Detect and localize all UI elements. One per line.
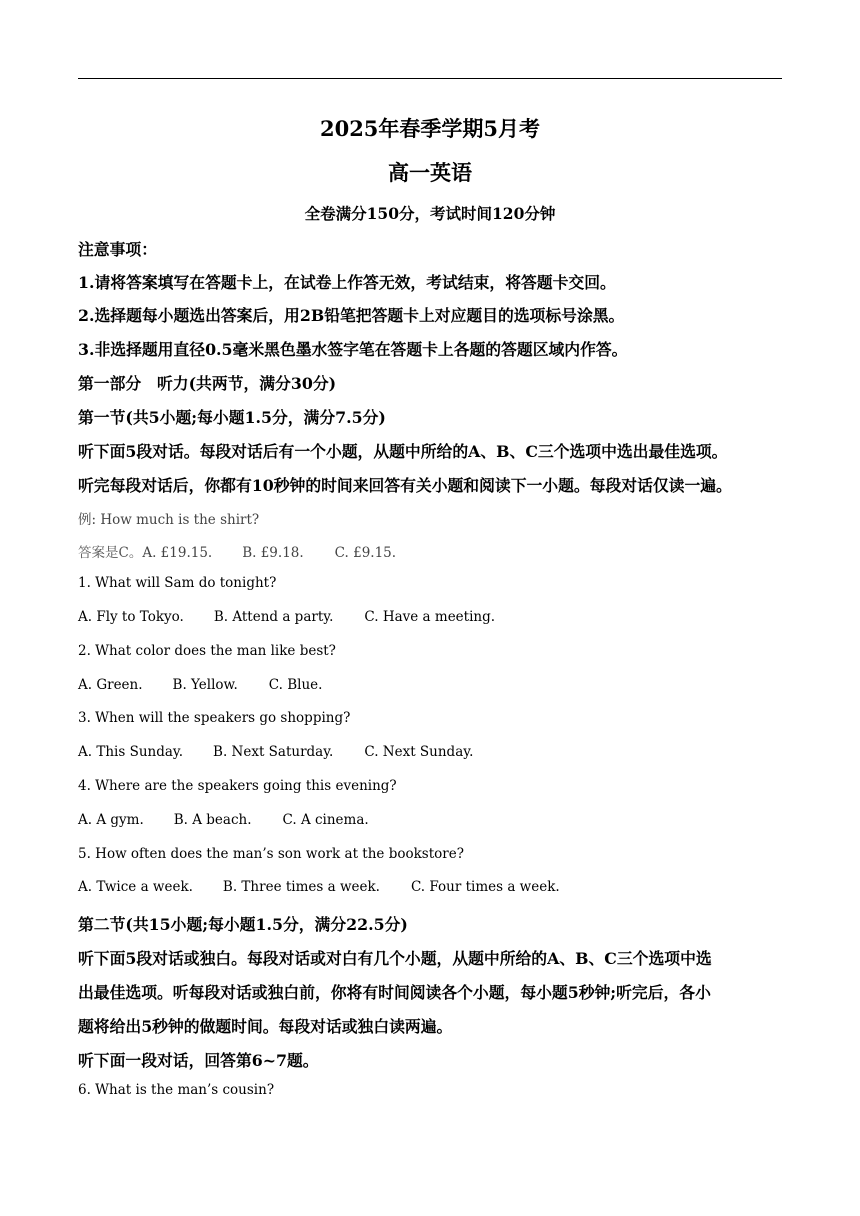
question-5-option-b: B. Three times a week. bbox=[222, 879, 380, 895]
section2-instruction-1: 听下面5段对话或独白。每段对话或对白有几个小题，从题中所给的A、B、C三个选项中选 bbox=[78, 949, 712, 968]
question-4-options bbox=[78, 812, 369, 828]
section2-instruction-2: 出最佳选项。听每段对话或独白前，你将有时间阅读各个小题，每小题5秒钟;听完后，各小 bbox=[78, 983, 711, 1002]
section1-instruction-2: 听完每段对话后，你都有10秒钟的时间来回答有关小题和阅读下一小题。每段对话仅读一遍。 bbox=[78, 476, 732, 495]
question-3-options bbox=[78, 744, 473, 760]
question-5-options bbox=[78, 879, 560, 895]
part1-heading: 第一部分 听力(共两节，满分30分) bbox=[78, 374, 337, 393]
question-3: 3. When will the speakers go shopping? bbox=[78, 710, 351, 726]
notice-heading: 注意事项： bbox=[78, 240, 157, 259]
section2-instruction-3: 题将给出5秒钟的做题时间。每段对话或独白读两遍。 bbox=[78, 1017, 453, 1036]
question-5-option-c: C. Four times a week. bbox=[410, 879, 560, 895]
example-answer-prefix: 答案是C。 bbox=[78, 545, 143, 561]
question-4-option-a: A. A gym. bbox=[78, 812, 144, 828]
question-3-option-b: B. Next Saturday. bbox=[213, 744, 334, 760]
section1-heading: 第一节(共5小题;每小题1.5分，满分7.5分) bbox=[78, 408, 386, 427]
question-4-option-b: B. A beach. bbox=[173, 812, 252, 828]
example-answer bbox=[78, 541, 396, 561]
exam-meta: 全卷满分150分，考试时间120分钟 bbox=[304, 204, 556, 223]
question-3-option-c: C. Next Sunday. bbox=[364, 744, 474, 760]
example-option-b: B. £9.18. bbox=[242, 545, 304, 561]
question-2-option-c: C. Blue. bbox=[268, 677, 323, 693]
question-4-option-c: C. A cinema. bbox=[282, 812, 369, 828]
question-2: 2. What color does the man like best? bbox=[78, 643, 336, 659]
question-5: 5. How often does the man’s son work at the bookstore? bbox=[78, 846, 464, 862]
example-option-a: A. £19.15. bbox=[142, 545, 213, 561]
header-rule bbox=[78, 78, 782, 79]
question-1-option-c: C. Have a meeting. bbox=[364, 609, 496, 625]
question-1-option-a: A. Fly to Tokyo. bbox=[78, 609, 184, 625]
question-4: 4. Where are the speakers going this evening? bbox=[78, 778, 397, 794]
section2-prompt: 听下面一段对话，回答第6~7题。 bbox=[78, 1051, 319, 1070]
question-3-option-a: A. This Sunday. bbox=[78, 744, 184, 760]
notice-item-3: 3.非选择题用直径0.5毫米黑色墨水签字笔在答题卡上各题的答题区域内作答。 bbox=[78, 340, 628, 359]
exam-title: 2025年春季学期5月考 bbox=[319, 116, 541, 141]
question-1: 1. What will Sam do tonight? bbox=[78, 575, 277, 591]
section2-heading: 第二节(共15小题;每小题1.5分，满分22.5分) bbox=[78, 915, 408, 934]
notice-item-1: 1.请将答案填写在答题卡上，在试卷上作答无效，考试结束，将答题卡交回。 bbox=[78, 273, 616, 292]
question-1-option-b: B. Attend a party. bbox=[213, 609, 334, 625]
question-2-option-a: A. Green. bbox=[78, 677, 143, 693]
exam-subject: 高一英语 bbox=[388, 160, 472, 185]
example-option-c: C. £9.15. bbox=[334, 545, 397, 561]
question-2-options bbox=[78, 677, 322, 693]
notice-item-2: 2.选择题每小题选出答案后，用2B铅笔把答题卡上对应题目的选项标号涂黑。 bbox=[78, 306, 625, 325]
question-5-option-a: A. Twice a week. bbox=[78, 879, 193, 895]
question-1-options bbox=[78, 609, 495, 625]
question-6: 6. What is the man’s cousin? bbox=[78, 1082, 275, 1098]
question-2-option-b: B. Yellow. bbox=[172, 677, 238, 693]
section1-instruction-1: 听下面5段对话。每段对话后有一个小题，从题中所给的A、B、C三个选项中选出最佳选项。 bbox=[78, 442, 728, 461]
example-question: 例: How much is the shirt? bbox=[78, 512, 260, 528]
